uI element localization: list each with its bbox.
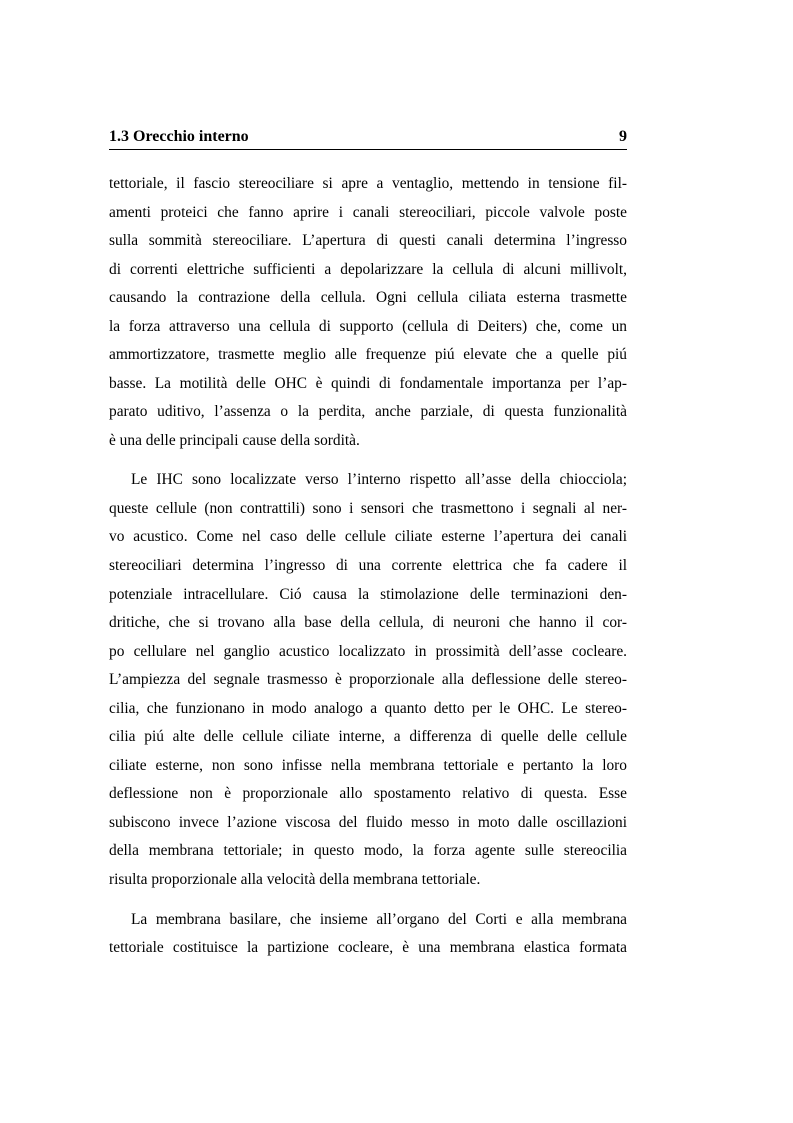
paragraph-2-line: ciliate esterne, non sono infisse nella membrana tettoriale e pertanto la loro (109, 757, 627, 774)
paragraph-1-line: tettoriale, il fascio stereociliare si apre a ventaglio, mettendo in tensione fil- (109, 175, 627, 192)
paragraph-2-line: stereociliari determina l’ingresso di una corrente elettrica che fa cadere il (109, 557, 627, 574)
paragraph-2-line: Le IHC sono localizzate verso l’interno rispetto all’asse della chiocciola; (131, 471, 627, 488)
paragraph-2-line: queste cellule (non contrattili) sono i sensori che trasmettono i segnali al ner- (109, 500, 627, 517)
paragraph-3-line: tettoriale costituisce la partizione cocleare, è una membrana elastica formata (109, 939, 627, 956)
paragraph-2-line: della membrana tettoriale; in questo modo, la forza agente sulle stereocilia (109, 842, 627, 859)
section-title: 1.3 Orecchio interno (109, 128, 249, 145)
paragraph-2-line: deflessione non è proporzionale allo spostamento relativo di questa. Esse (109, 785, 627, 802)
paragraph-2-line: dritiche, che si trovano alla base della cellula, di neuroni che hanno il cor- (109, 614, 627, 631)
paragraph-1-line: la forza attraverso una cellula di supporto (cellula di Deiters) che, come un (109, 318, 627, 335)
paragraph-3-line: La membrana basilare, che insieme all’organo del Corti e alla membrana (131, 911, 627, 928)
paragraph-2-line: potenziale intracellulare. Ció causa la stimolazione delle terminazioni den- (109, 586, 627, 603)
paragraph-1-line: ammortizzatore, trasmette meglio alle frequenze piú elevate che a quelle piú (109, 346, 627, 363)
paragraph-1-line: causando la contrazione della cellula. Ogni cellula ciliata esterna trasmette (109, 289, 627, 306)
paragraph-2-line: po cellulare nel ganglio acustico localizzato in prossimità dell’asse cocleare. (109, 643, 627, 660)
paragraph-2-line: subiscono invece l’azione viscosa del fluido messo in moto dalle oscillazioni (109, 814, 627, 831)
paragraph-1-line: parato uditivo, l’assenza o la perdita, anche parziale, di questa funzionalità (109, 403, 627, 420)
running-header (109, 126, 627, 148)
paragraph-1-line: di correnti elettriche sufficienti a depolarizzare la cellula di alcuni millivolt, (109, 261, 627, 278)
paragraph-2-line: vo acustico. Come nel caso delle cellule ciliate esterne l’apertura dei canali (109, 528, 627, 545)
paragraph-1-line: amenti proteici che fanno aprire i canali stereociliari, piccole valvole poste (109, 204, 627, 221)
paragraph-2-line: cilia piú alte delle cellule ciliate interne, a differenza di quelle delle cellule (109, 728, 627, 745)
paragraph-1-line: sulla sommità stereociliare. L’apertura di questi canali determina l’ingresso (109, 232, 627, 249)
paragraph-1-line: basse. La motilità delle OHC è quindi di fondamentale importanza per l’ap- (109, 375, 627, 392)
paragraph-2-line: risulta proporzionale alla velocità della membrana tettoriale. (109, 871, 481, 888)
header-rule (109, 149, 627, 150)
paragraph-2-line: cilia, che funzionano in modo analogo a quanto detto per le OHC. Le stereo- (109, 700, 627, 717)
paragraph-2-line: L’ampiezza del segnale trasmesso è proporzionale alla deflessione delle stereo- (109, 671, 627, 688)
page-number: 9 (619, 128, 627, 145)
paragraph-1-line: è una delle principali cause della sordità. (109, 432, 360, 449)
